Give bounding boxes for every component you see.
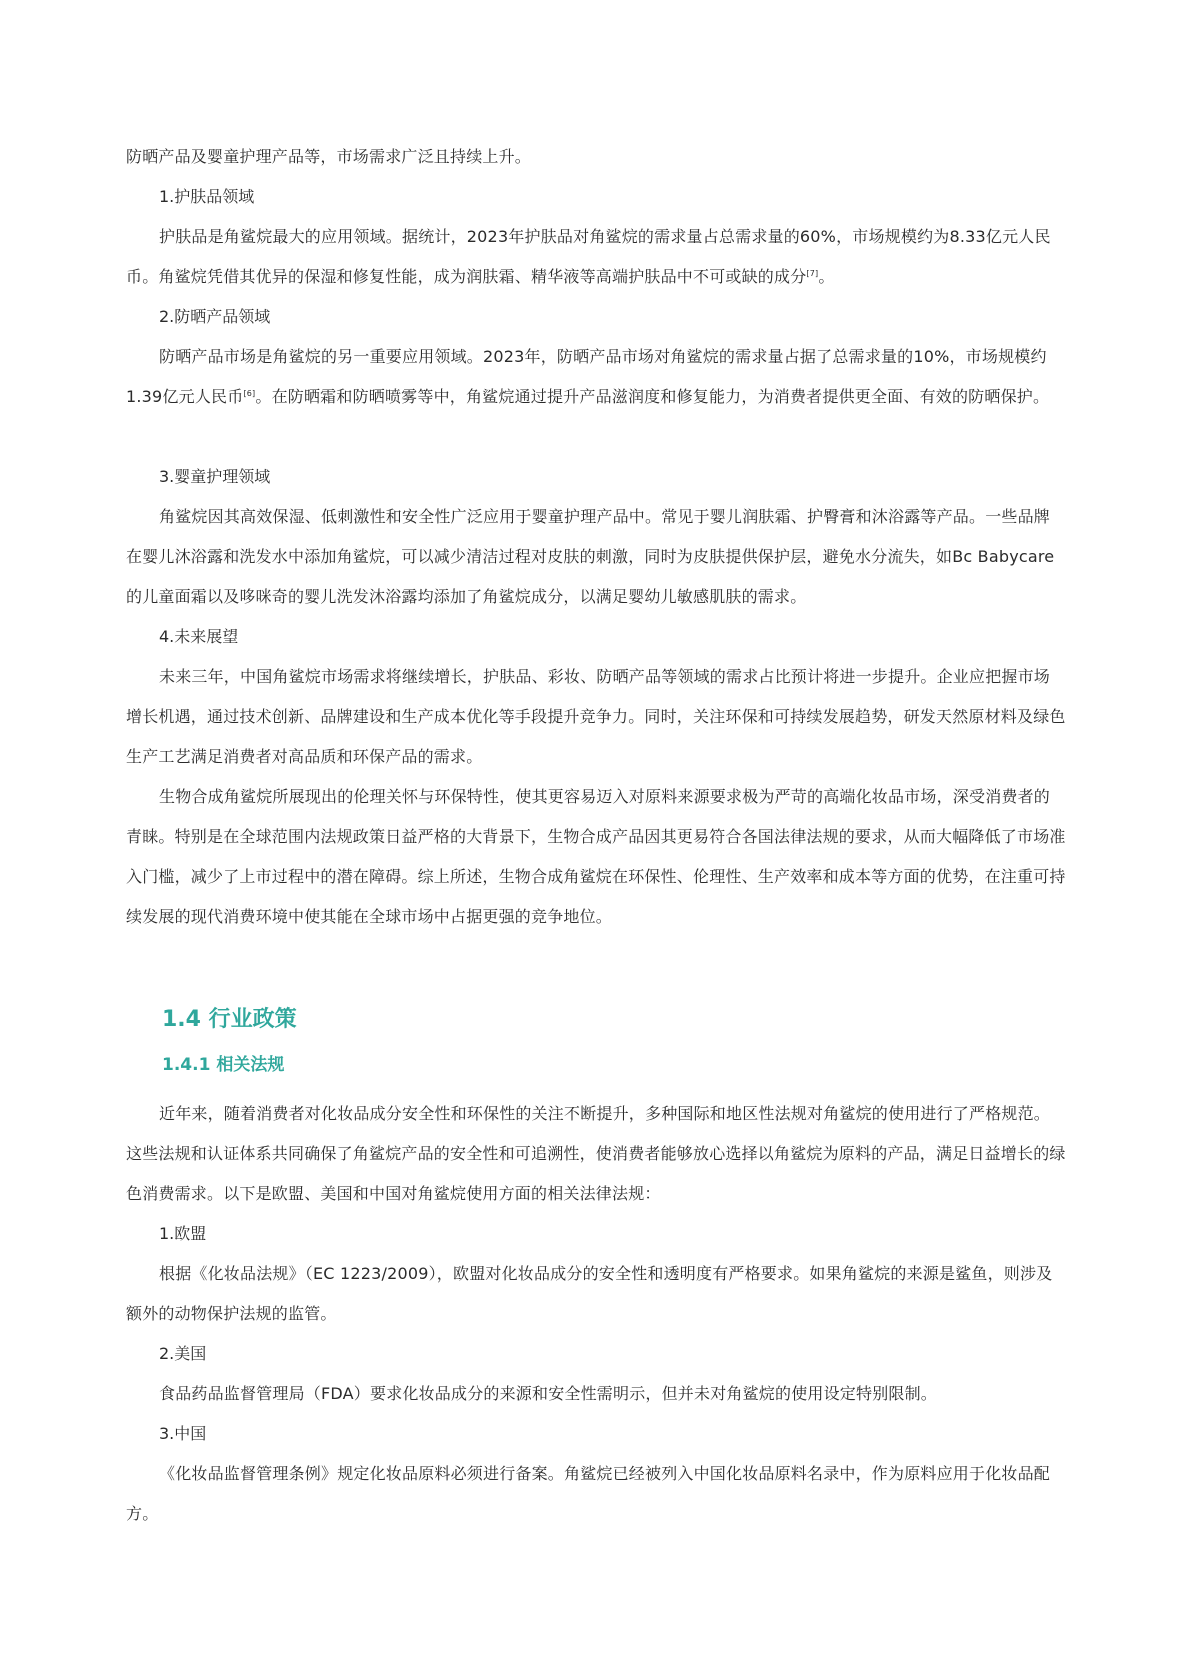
sunscreen-paragraph xyxy=(126,337,1066,417)
us-heading: 2.美国 xyxy=(159,1344,207,1363)
china-paragraph: 《化妆品监督管理条例》规定化妆品原料必须进行备案。角鲨烷已经被列入中国化妆品原料名录中，作为原料应用于化妆品配方。 xyxy=(126,1464,1051,1523)
baby-care-paragraph: 角鲨烷因其高效保湿、低刺激性和安全性广泛应用于婴童护理产品中。常见于婴儿润肤霜、护臀膏和沐浴露等产品。一些品牌在婴儿沐浴露和洗发水中添加角鲨烷，可以减少清洁过程对皮肤的刺激，同时为皮肤提供保护层，避免水分流失，如Bc Babycare的儿童面霜以及哆咪奇的婴儿洗发沐浴露均添加了角鲨烷成分，以满足婴幼儿敏感肌肤的需求。 xyxy=(126,507,1055,606)
sunscreen-end: 。在防晒霜和防晒喷雾等中，角鲨烷通过提升产品滋润度和修复能力，为消费者提供更全面、有效的防晒保护。 xyxy=(255,387,1050,406)
baby-care-heading: 3.婴童护理领域 xyxy=(159,467,271,486)
regulations-intro-paragraph: 近年来，随着消费者对化妆品成分安全性和环保性的关注不断提升，多种国际和地区性法规对角鲨烷的使用进行了严格规范。这些法规和认证体系共同确保了角鲨烷产品的安全性和可追溯性，使消费者能够放心选择以角鲨烷为原料的产品，满足日益增长的绿色消费需求。以下是欧盟、美国和中国对角鲨烷使用方面的相关法律法规： xyxy=(126,1104,1066,1203)
citation-6: [6] xyxy=(243,389,256,398)
skincare-end: 。 xyxy=(818,267,835,286)
us-paragraph: 食品药品监督管理局（FDA）要求化妆品成分的来源和安全性需明示，但并未对角鲨烷的使用设定特别限制。 xyxy=(159,1384,937,1403)
outlook-paragraph-1: 未来三年，中国角鲨烷市场需求将继续增长，护肤品、彩妆、防晒产品等领域的需求占比预计将进一步提升。企业应把握市场增长机遇，通过技术创新、品牌建设和生产成本优化等手段提升竞争力。同时，关注环保和可持续发展趋势，研发天然原材料及绿色生产工艺满足消费者对高品质和环保产品的需求。 xyxy=(126,667,1066,766)
china-heading: 3.中国 xyxy=(159,1424,207,1443)
sunscreen-text: 防晒产品市场是角鲨烷的另一重要应用领域。2023年，防晒产品市场对角鲨烷的需求量占据了总需求量的10%，市场规模约1.39亿元人民币 xyxy=(126,347,1047,406)
citation-7: [7] xyxy=(806,269,819,278)
skincare-text: 护肤品是角鲨烷最大的应用领域。据统计，2023年护肤品对角鲨烷的需求量占总需求量的60%，市场规模约为8.33亿元人民币。角鲨烷凭借其优异的保湿和修复性能，成为润肤霜、精华液等高端护肤品中不可或缺的成分 xyxy=(126,227,1051,286)
skincare-heading: 1.护肤品领域 xyxy=(159,187,255,206)
sunscreen-heading: 2.防晒产品领域 xyxy=(159,307,271,326)
skincare-paragraph xyxy=(126,217,1066,297)
intro-continuation: 防晒产品及婴童护理产品等，市场需求广泛且持续上升。 xyxy=(126,147,532,166)
eu-paragraph: 根据《化妆品法规》（EC 1223/2009），欧盟对化妆品成分的安全性和透明度有严格要求。如果角鲨烷的来源是鲨鱼，则涉及额外的动物保护法规的监管。 xyxy=(126,1264,1053,1323)
outlook-heading: 4.未来展望 xyxy=(159,627,239,646)
section-subtitle: 1.4.1 相关法规 xyxy=(162,1055,285,1075)
eu-heading: 1.欧盟 xyxy=(159,1224,207,1243)
section-title: 1.4 行业政策 xyxy=(162,1007,297,1032)
outlook-paragraph-2: 生物合成角鲨烷所展现出的伦理关怀与环保特性，使其更容易迈入对原料来源要求极为严苛的高端化妆品市场，深受消费者的青睐。特别是在全球范围内法规政策日益严格的大背景下，生物合成产品因其更易符合各国法律法规的要求，从而大幅降低了市场准入门槛，减少了上市过程中的潜在障碍。综上所述，生物合成角鲨烷在环保性、伦理性、生产效率和成本等方面的优势，在注重可持续发展的现代消费环境中使其能在全球市场中占据更强的竞争地位。 xyxy=(126,787,1066,926)
